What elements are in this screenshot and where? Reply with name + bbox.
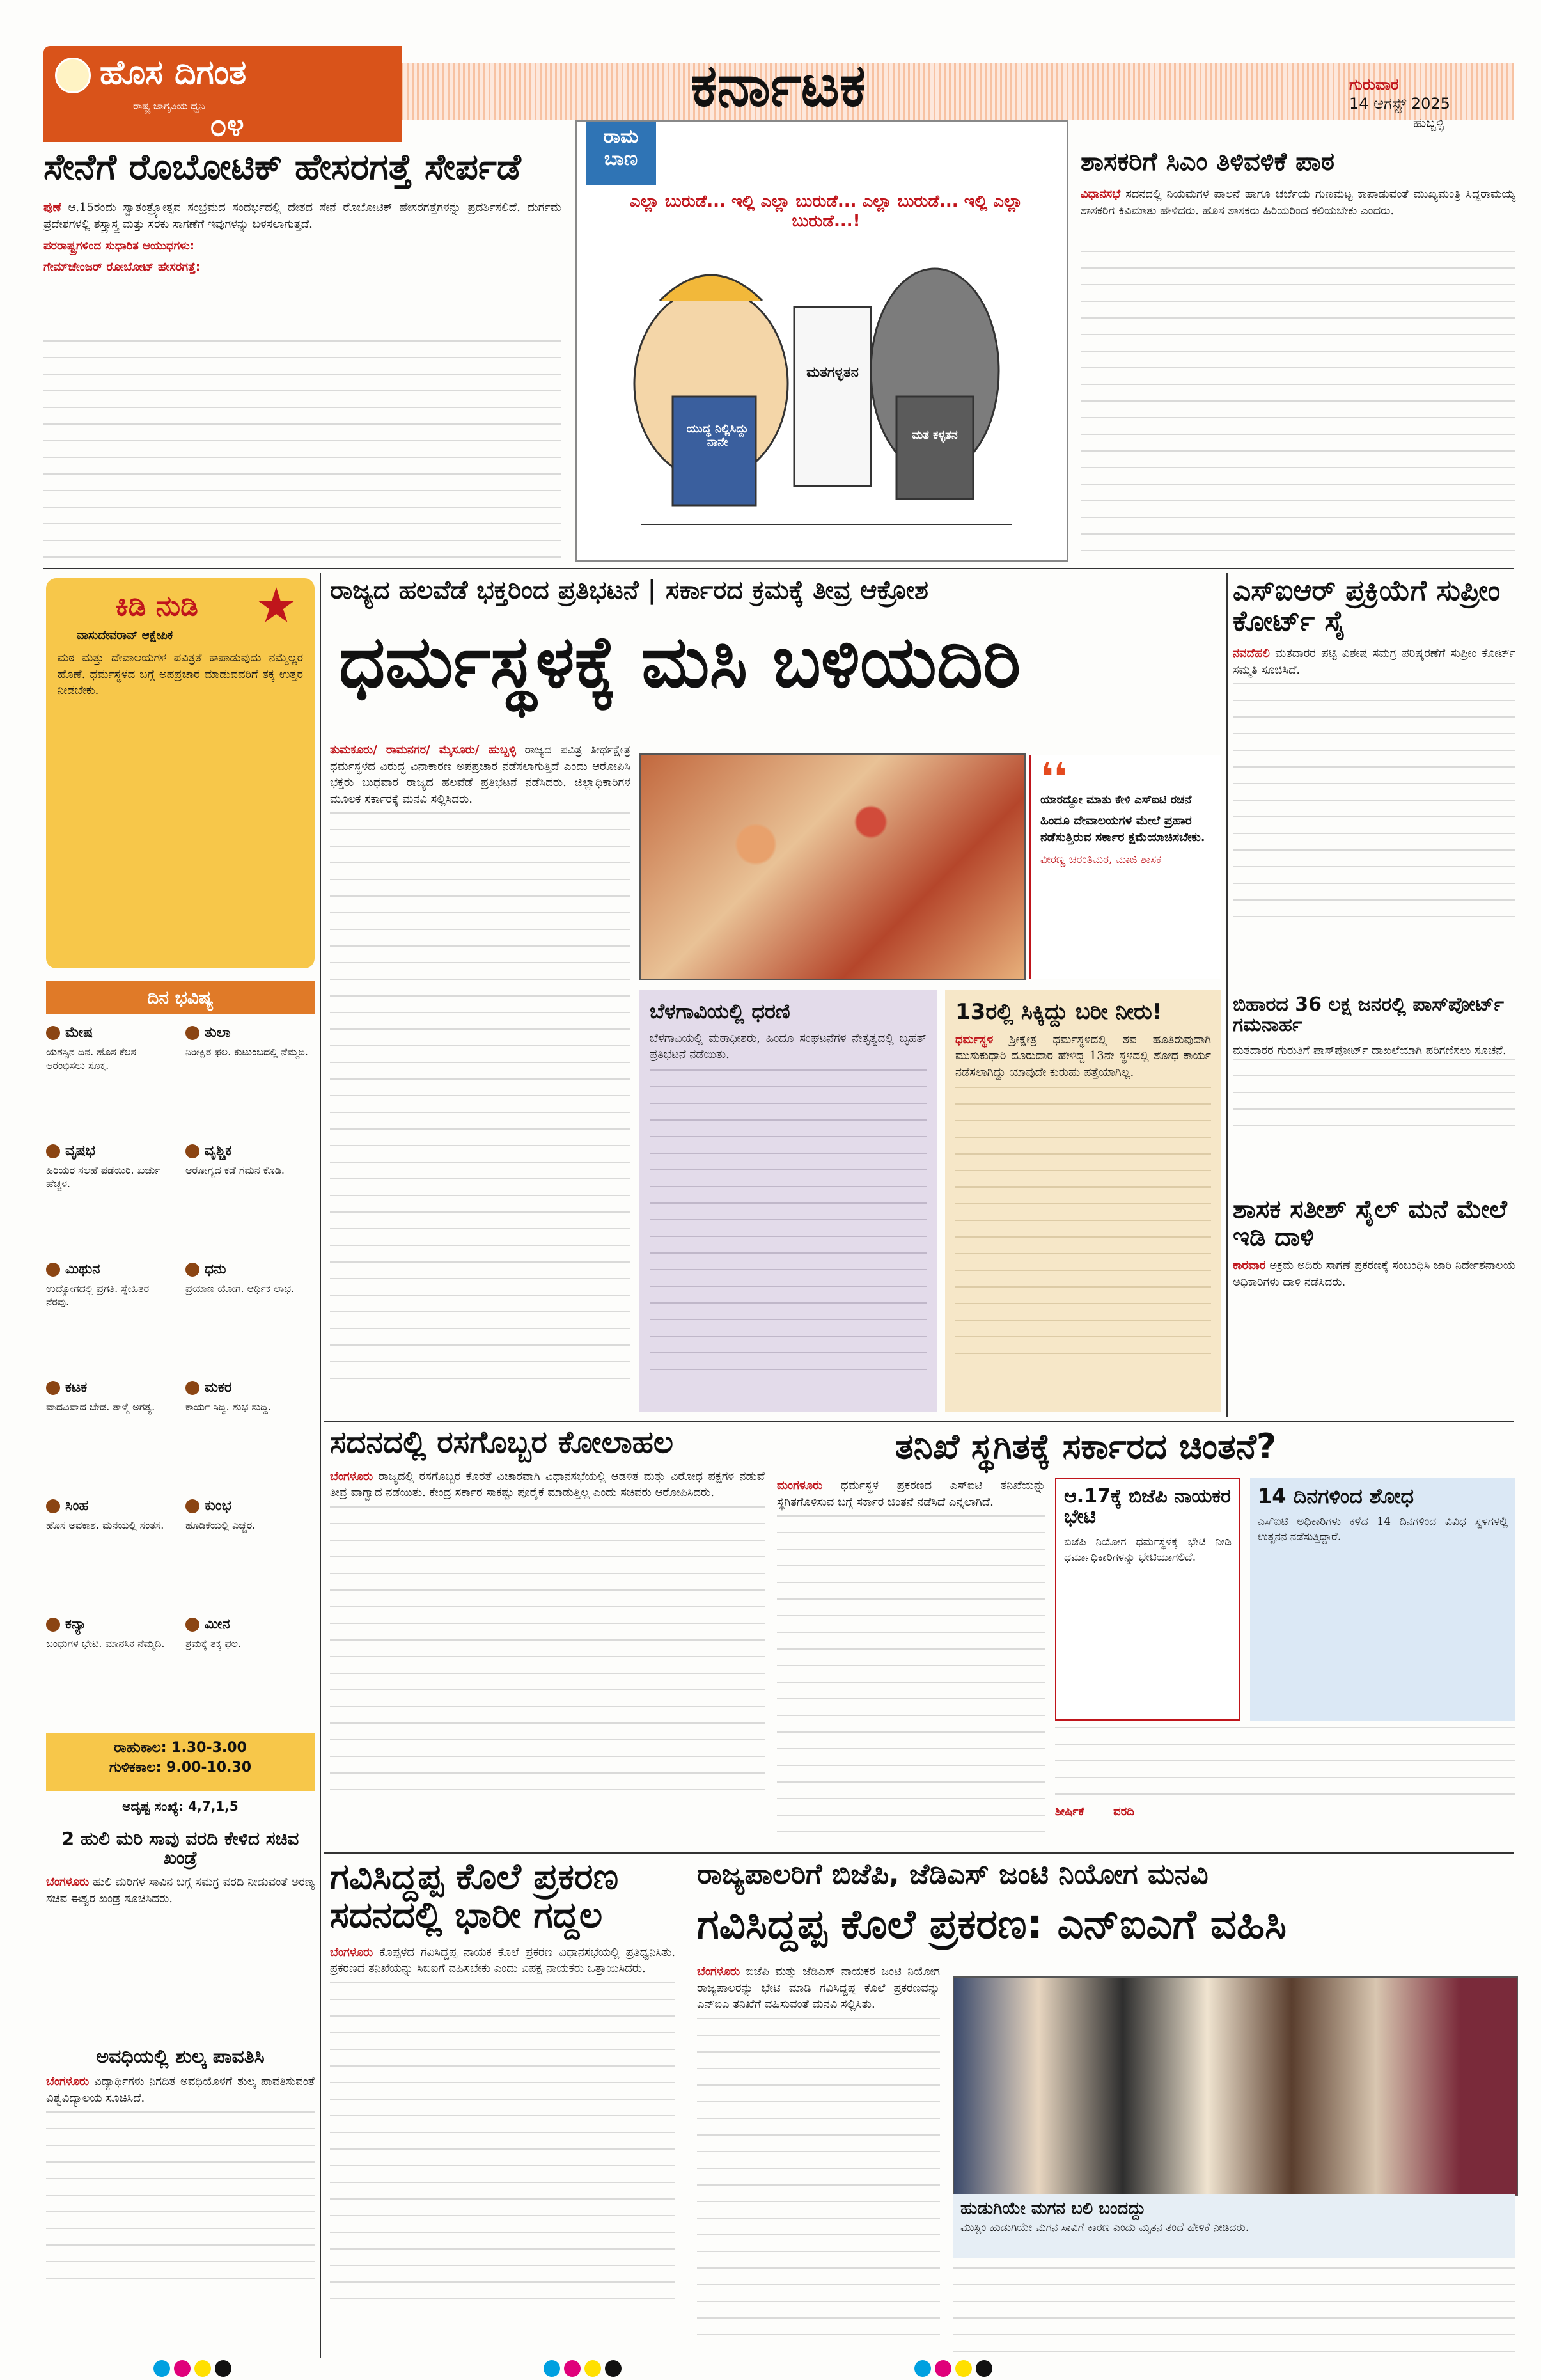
horoscope-grid xyxy=(46,1023,315,1733)
tula-icon xyxy=(185,1026,199,1040)
story-cm-body xyxy=(1081,186,1515,219)
tanike-continuation-filler xyxy=(1055,1727,1515,1804)
governor-headline: ಗವಿಸಿದ್ದಪ್ಪ ಕೊಲೆ ಪ್ರಕರಣ: ಎನ್‌ಐಎಗೆ ವಹಿಸಿ xyxy=(697,1901,1287,1948)
tanike-headline: ತನಿಖೆ ಸ್ಥಗಿತಕ್ಕೆ ಸರ್ಕಾರದ ಚಿಂತನೆ? xyxy=(895,1426,1277,1467)
story-sail xyxy=(1233,1196,1515,1414)
governor-filler-bottom xyxy=(953,2267,1515,2357)
governor-photo-caption-box xyxy=(953,2194,1515,2258)
shodha-box xyxy=(1250,1478,1515,1721)
rule-left xyxy=(320,573,321,2358)
mithuna-icon xyxy=(46,1263,60,1277)
rashi-simha: ಸಿಂಹ ಹೊಸ ಅವಕಾಶ. ಮನೆಯಲ್ಲಿ ಸಂತಸ. xyxy=(46,1498,164,1531)
rule-right xyxy=(1226,573,1228,1417)
cartoon-tag-line2: ಬಾಣ xyxy=(604,148,638,170)
reg-swatch-cyan-3 xyxy=(914,2360,931,2377)
gavisiddappa-filler xyxy=(330,1982,675,2302)
reg-swatch-yellow-1 xyxy=(194,2360,211,2377)
shodha-body: ಎಸ್‌ಐಟಿ ಅಧಿಕಾರಿಗಳು ಕಳೆದ 14 ದಿನಗಳಿಂದ ವಿವಿಧ ಸ್ಥಳಗಳಲ್ಲಿ ಉತ್ಖನನ ನಡೆಸುತ್ತಿದ್ದಾರೆ. xyxy=(1258,1515,1508,1543)
masthead-logo xyxy=(43,46,402,142)
belagavi-body: ಬೆಳಗಾವಿಯಲ್ಲಿ ಮಠಾಧೀಶರು, ಹಿಂದೂ ಸಂಘಟನೆಗಳ ನೇತೃತ್ವದಲ್ಲಿ ಬೃಹತ್ ಪ್ರತಿಭಟನೆ ನಡೆಯಿತು. xyxy=(650,1031,927,1062)
logo-text: ಹೊಸ ದಿಗಂತ xyxy=(100,54,247,92)
rashi-meena: ಮೀನ ಶ್ರಮಕ್ಕೆ ತಕ್ಕ ಫಲ. xyxy=(185,1616,242,1650)
rahu-kala: ರಾಹುಕಾಲ: 1.30-3.00 xyxy=(114,1740,247,1756)
masthead-day: ಗುರುವಾರ xyxy=(1349,75,1399,93)
rasagobbar-headline: ಸದನದಲ್ಲಿ ರಸಗೊಬ್ಬರ ಕೋಲಾಹಲ xyxy=(330,1424,674,1460)
belagavi-filler xyxy=(650,1069,927,1376)
rasagobbar-filler xyxy=(330,1506,765,1794)
reg-swatch-black-2 xyxy=(605,2360,622,2377)
lead-text: ರಾಜ್ಯದ ಪವಿತ್ರ ತೀರ್ಥಕ್ಷೇತ್ರ ಧರ್ಮಸ್ಥಳದ ವಿರುದ್ಧ ವಿನಾಕಾರಣ ಅಪಪ್ರಚಾರ ನಡೆಸಲಾಗುತ್ತಿದೆ ಎಂದು ಆರೋಪಿಸಿ ಭಕ್ತರು ಬುಧವಾರ ರಾಜ್ಯದ ಹಲವೆಡೆ ಪ್ರತಿಭಟನೆ ನಡೆಸಿದರು. ಜಿಲ್ಲಾಧಿಕಾರಿಗಳ ಮೂಲಕ ಸರ್ಕಾರಕ್ಕೆ ಮನವಿ ಸಲ್ಲಿಸಿದರು. xyxy=(330,743,630,806)
rashi-mesha: ಮೇಷ ಯಶಸ್ಸಿನ ದಿನ. ಹೊಸ ಕೆಲಸ ಆರಂಭಿಸಲು ಸೂಕ್ತ. xyxy=(46,1025,137,1072)
sir-dateline: ನವದೆಹಲಿ xyxy=(1233,647,1270,661)
story-cm-text: ಸದನದಲ್ಲಿ ನಿಯಮಗಳ ಪಾಲನೆ ಹಾಗೂ ಚರ್ಚೆಯ ಗುಣಮಟ್ಟ ಕಾಪಾಡುವಂತೆ ಮುಖ್ಯಮಂತ್ರಿ ಸಿದ್ದರಾಮಯ್ಯ ಶಾಸಕರಿಗೆ ಕಿವಿಮಾತು ಹೇಳಿದರು. ಹೊಸ ಶಾಸಕರು ಹಿರಿಯರಿಂದ ಕಲಿಯಬೇಕು ಎಂದರು. xyxy=(1081,187,1515,217)
belagavi-headline: ಬೆಳಗಾವಿಯಲ್ಲಿ ಧರಣಿ xyxy=(650,999,790,1023)
page-number: ೦೪ xyxy=(210,107,244,143)
vrishchika-icon xyxy=(185,1144,199,1158)
divider-lower xyxy=(324,1852,1514,1854)
strip-label-b: ವರದಿ xyxy=(1113,1805,1134,1818)
sail-text: ಅಕ್ರಮ ಅದಿರು ಸಾಗಣೆ ಪ್ರಕರಣಕ್ಕೆ ಸಂಬಂಧಿಸಿ ಜಾರಿ ನಿರ್ದೇಶನಾಲಯ ಅಧಿಕಾರಿಗಳು ದಾಳಿ ನಡೆಸಿದರು. xyxy=(1233,1259,1515,1289)
tiger-headline: 2 ಹುಲಿ ಮರಿ ಸಾವು ವರದಿ ಕೇಳಿದ ಸಚಿವ ಖಂಡ್ರೆ xyxy=(61,1828,299,1869)
logo-tagline: ರಾಷ್ಟ್ರ ಜಾಗೃತಿಯ ಧ್ವನಿ xyxy=(133,100,205,112)
reg-swatch-magenta-1 xyxy=(174,2360,191,2377)
cartoon-panel xyxy=(575,120,1068,562)
bihar-headline: ಬಿಹಾರದ 36 ಲಕ್ಷ ಜನರಲ್ಲಿ ಪಾಸ್‌ಪೋರ್ಟ್ ಗಮನಾರ್ಹ xyxy=(1233,993,1504,1037)
kidi-author: ವಾಸುದೇವರಾವ್ ಆಕ್ಷೇಪಿಕ xyxy=(77,629,173,642)
meena-icon xyxy=(185,1618,199,1632)
story-cm xyxy=(1081,148,1515,563)
governor-text: ಬಿಜೆಪಿ ಮತ್ತು ಜೆಡಿಎಸ್ ನಾಯಕರ ಜಂಟಿ ನಿಯೋಗ ರಾಜ್ಯಪಾಲರನ್ನು ಭೇಟಿ ಮಾಡಿ ಗವಿಸಿದ್ದಪ್ಪ ಕೊಲೆ ಪ್ರಕರಣವನ್ನು ಎನ್‌ಐಎ ತನಿಖೆಗೆ ವಹಿಸುವಂತೆ ಮನವಿ ಸಲ್ಲಿಸಿತು. xyxy=(697,1965,940,2012)
governor-caption-title: ಹುಡುಗಿಯೇ ಮಗನ ಬಲಿ ಬಂದದ್ದು xyxy=(960,2199,1146,2218)
lead-body-col1 xyxy=(330,742,630,1414)
mesha-icon xyxy=(46,1026,60,1040)
masthead-edition: ಹುಬ್ಬಳ್ಳಿ xyxy=(1413,115,1444,130)
story-robot-filler xyxy=(43,340,561,558)
story-robot-body xyxy=(43,200,561,280)
story-gavisiddappa xyxy=(330,1858,675,2363)
reg-swatch-black-3 xyxy=(976,2360,992,2377)
governor-photo xyxy=(953,1976,1518,2196)
sail-headline: ಶಾಸಕ ಸತೀಶ್ ಸೈಲ್ ಮನೆ ಮೇಲೆ ಇಡಿ ದಾಳಿ xyxy=(1233,1195,1507,1252)
divider-top xyxy=(43,568,1514,569)
bihar-body: ಮತದಾರರ ಗುರುತಿಗೆ ಪಾಸ್‌ಪೋರ್ಟ್ ದಾಖಲೆಯಾಗಿ ಪರಿಗಣಿಸಲು ಸೂಚನೆ. xyxy=(1233,1043,1506,1057)
cartoon-label-right: ಮತ ಕಳ್ಳತನ xyxy=(912,429,958,442)
reg-swatch-magenta-3 xyxy=(935,2360,951,2377)
reg-swatch-black-1 xyxy=(215,2360,231,2377)
lead-photo-crowd xyxy=(639,753,1026,980)
gavisiddappa-headline: ಗವಿಸಿದ್ದಪ್ಪ ಕೊಲೆ ಪ್ರಕರಣ ಸದನದಲ್ಲಿ ಭಾರೀ ಗದ್ದಲ xyxy=(330,1856,619,1937)
bjp-box xyxy=(1055,1478,1240,1721)
reg-swatch-magenta-2 xyxy=(564,2360,581,2377)
story-sir xyxy=(1233,576,1515,985)
tanike-body xyxy=(777,1478,1045,1848)
sail-dateline: ಕಾರವಾರ xyxy=(1233,1259,1266,1273)
reg-swatch-cyan-2 xyxy=(544,2360,560,2377)
bjp-box-headline: ಆ.17ಕ್ಕೆ ಬಿಜೆಪಿ ನಾಯಕರ ಭೇಟಿ xyxy=(1064,1485,1231,1529)
story-robot-dateline: ಪುಣೆ xyxy=(43,201,61,215)
gavisiddappa-body xyxy=(330,1944,675,1977)
dhanu-icon xyxy=(185,1263,199,1277)
kumbha-icon xyxy=(185,1499,199,1513)
sir-headline: ಎಸ್‌ಐಆರ್ ಪ್ರಕ್ರಿಯೆಗೆ ಸುಪ್ರೀಂ ಕೋರ್ಟ್ ಸೈ xyxy=(1233,574,1501,638)
governor-filler xyxy=(697,2018,940,2338)
sir-filler xyxy=(1233,683,1515,926)
lead-body-filler xyxy=(330,812,630,1388)
sir-body xyxy=(1233,645,1515,678)
rasagobbar-text: ರಾಜ್ಯದಲ್ಲಿ ರಸಗೊಬ್ಬರ ಕೊರತೆ ವಿಚಾರವಾಗಿ ವಿಧಾನಸಭೆಯಲ್ಲಿ ಆಡಳಿತ ಮತ್ತು ವಿರೋಧ ಪಕ್ಷಗಳ ನಡುವೆ ತೀವ್ರ ವಾಗ್ವಾದ ನಡೆಯಿತು. ಕೇಂದ್ರ ಸರ್ಕಾರ ಸಾಕಷ್ಟು ಪೂರೈಕೆ ಮಾಡುತ್ತಿಲ್ಲ ಎಂದು ಸಚಿವರು ಆರೋಪಿಸಿದರು. xyxy=(330,1469,765,1500)
reg-swatch-yellow-3 xyxy=(955,2360,972,2377)
story-robot-subhead-2: ಗೇಮ್‌ಚೇಂಜರ್ ರೋಬೋಟ್ ಹೇಸರಗತ್ತೆ: xyxy=(43,260,201,274)
fee-dateline: ಬೆಂಗಳೂರು xyxy=(46,2075,90,2089)
sail-body xyxy=(1233,1257,1515,1290)
story-robot-text: ಆ.15ರಂದು ಸ್ವಾತಂತ್ರ್ಯೋತ್ಸವ ಸಂಭ್ರಮದ ಸಂದರ್ಭದಲ್ಲಿ ದೇಶದ ಸೇನೆ ರೊಬೋಟಿಕ್ ಹೇಸರಗತ್ತೆಗಳನ್ನು ಪ್ರದರ್ಶಿಸಲಿದೆ. ದುರ್ಗಮ ಪ್ರದೇಶಗಳಲ್ಲಿ ಶಸ್ತ್ರಾಸ್ತ್ರ ಮತ್ತು ಸರಕು ಸಾಗಣೆಗೆ ಇವುಗಳನ್ನು ಬಳಸಲಾಗುತ್ತದೆ. xyxy=(43,201,561,232)
governor-kicker: ರಾಜ್ಯಪಾಲರಿಗೆ ಬಿಜೆಪಿ, ಜೆಡಿಎಸ್ ಜಂಟಿ ನಿಯೋಗ ಮನವಿ xyxy=(697,1858,1209,1891)
cartoon-tag-line1: ರಾಮ xyxy=(603,125,639,148)
story-robot-subhead-1: ಪರರಾಷ್ಟ್ರಗಳಿಂದ ಸುಧಾರಿತ ಆಯುಧಗಳು: xyxy=(43,239,194,253)
kidi-box xyxy=(46,578,315,968)
masthead-band xyxy=(402,63,1514,120)
story-bihar xyxy=(1233,995,1515,1186)
divider-mid xyxy=(324,1421,1514,1422)
belagavi-box xyxy=(639,990,937,1412)
spot13-filler xyxy=(955,1087,1211,1355)
kidi-title: ಕಿಡಿ ನುಡಿ xyxy=(115,590,198,622)
cartoon-illustration xyxy=(602,224,1044,550)
reg-swatch-cyan-1 xyxy=(153,2360,170,2377)
rashi-kanya: ಕನ್ಯಾ ಬಂಧುಗಳ ಭೇಟಿ. ಮಾನಸಿಕ ನೆಮ್ಮದಿ. xyxy=(46,1616,165,1650)
horoscope-timings xyxy=(46,1733,315,1791)
guli-kala: ಗುಳಿಕಕಾಲ: 9.00-10.30 xyxy=(109,1760,252,1776)
horoscope-header: ದಿನ ಭವಿಷ್ಯ xyxy=(46,981,315,1014)
gavisiddappa-text: ಕೊಪ್ಪಳದ ಗವಿಸಿದ್ದಪ್ಪ ನಾಯಕ ಕೊಲೆ ಪ್ರಕರಣ ವಿಧಾನಸಭೆಯಲ್ಲಿ ಪ್ರತಿಧ್ವನಿಸಿತು. ಪ್ರಕರಣದ ತನಿಖೆಯನ್ನು ಸಿಬಿಐಗೆ ವಹಿಸಬೇಕು ಎಂದು ವಿಪಕ್ಷ ನಾಯಕರು ಒತ್ತಾಯಿಸಿದರು. xyxy=(330,1945,675,1976)
cartoon-label-center: ಮತಗಳ್ಳತನ xyxy=(806,365,859,381)
spot13-headline: 13ರಲ್ಲಿ ಸಿಕ್ಕಿದ್ದು ಬರೀ ನೀರು! xyxy=(955,999,1162,1025)
kataka-icon xyxy=(46,1381,60,1395)
kidi-body: ಮಠ ಮತ್ತು ದೇವಾಲಯಗಳ ಪವಿತ್ರತೆ ಕಾಪಾಡುವುದು ನಮ್ಮೆಲ್ಲರ ಹೊಣೆ. ಧರ್ಮಸ್ಥಳದ ಬಗ್ಗೆ ಅಪಪ್ರಚಾರ ಮಾಡುವವರಿಗೆ ತಕ್ಕ ಉತ್ತರ ನೀಡಬೇಕು. xyxy=(58,651,303,698)
bjp-box-body: ಬಿಜೆಪಿ ನಿಯೋಗ ಧರ್ಮಸ್ಥಳಕ್ಕೆ ಭೇಟಿ ನೀಡಿ ಧರ್ಮಾಧಿಕಾರಿಗಳನ್ನು ಭೇಟಿಯಾಗಲಿದೆ. xyxy=(1064,1535,1232,1564)
rashi-vrishchika: ವೃಶ್ಚಿಕ ಆರೋಗ್ಯದ ಕಡೆ ಗಮನ ಕೊಡಿ. xyxy=(185,1143,285,1176)
lead-quote-box xyxy=(1029,755,1221,979)
rasagobbar-dateline: ಬೆಂಗಳೂರು xyxy=(330,1469,373,1483)
tanike-continuation xyxy=(1055,1727,1515,1848)
fee-body xyxy=(46,2074,315,2106)
tanike-filler xyxy=(777,1515,1045,1835)
spot13-box xyxy=(945,990,1221,1412)
fee-text: ವಿದ್ಯಾರ್ಥಿಗಳು ನಿಗದಿತ ಅವಧಿಯೊಳಗೆ ಶುಲ್ಕ ಪಾವತಿಸುವಂತೆ ವಿಶ್ವವಿದ್ಯಾಲಯ ಸೂಚಿಸಿದೆ. xyxy=(46,2075,315,2105)
simha-icon xyxy=(46,1499,60,1513)
rashi-mithuna: ಮಿಥುನ ಉದ್ಯೋಗದಲ್ಲಿ ಪ್ರಗತಿ. ಸ್ನೇಹಿತರ ನೆರವು. xyxy=(46,1261,150,1309)
sir-text: ಮತದಾರರ ಪಟ್ಟಿ ವಿಶೇಷ ಸಮಗ್ರ ಪರಿಷ್ಕರಣೆಗೆ ಸುಪ್ರೀಂ ಕೋರ್ಟ್ ಸಮ್ಮತಿ ಸೂಚಿಸಿದೆ. xyxy=(1233,647,1515,677)
governor-caption-text: ಮುಸ್ಲಿಂ ಹುಡುಗಿಯೇ ಮಗನ ಸಾವಿಗೆ ಕಾರಣ ಎಂದು ಮೃತನ ತಂದೆ ಹೇಳಿಕೆ ನೀಡಿದರು. xyxy=(960,2221,1249,2234)
lucky-number: ಅದೃಷ್ಟ ಸಂಖ್ಯೆ: 4,7,1,5 xyxy=(122,1799,239,1814)
makara-icon xyxy=(185,1381,199,1395)
story-robot xyxy=(43,148,561,563)
rasagobbar-body xyxy=(330,1469,765,1501)
quote-label: ಯಾರದ್ದೋ ಮಾತು ಕೇಳಿ ಎಸ್‌ಐಟಿ ರಚನೆ xyxy=(1040,793,1192,807)
lead-dateline: ತುಮಕೂರು/ ರಾಮನಗರ/ ಮೈಸೂರು/ ಹುಬ್ಬಳ್ಳಿ xyxy=(330,743,516,757)
story-cm-filler xyxy=(1081,251,1515,558)
spot13-body xyxy=(955,1032,1211,1081)
story-tiger xyxy=(46,1829,315,2040)
gavisiddappa-dateline: ಬೆಂಗಳೂರು xyxy=(330,1945,373,1959)
rashi-kumbha: ಕುಂಭ ಹೂಡಿಕೆಯಲ್ಲಿ ಎಚ್ಚರ. xyxy=(185,1498,256,1531)
tiger-dateline: ಬೆಂಗಳೂರು xyxy=(46,1875,90,1889)
rashi-kataka: ಕಟಕ ವಾದವಿವಾದ ಬೇಡ. ತಾಳ್ಮೆ ಅಗತ್ಯ. xyxy=(46,1380,155,1413)
story-fee xyxy=(46,2047,315,2354)
cartoon-caption: ಎಲ್ಲಾ ಬುರುಡೆ... ಇಲ್ಲಿ ಎಲ್ಲಾ ಬುರುಡೆ... ಎಲ್ಲಾ ಬುರುಡೆ... ಇಲ್ಲಿ ಎಲ್ಲಾ ಬುರುಡೆ...! xyxy=(629,192,1023,231)
masthead-date: 14 ಆಗಸ್ಟ್ 2025 xyxy=(1349,95,1450,113)
cartoon-tag xyxy=(586,122,656,185)
story-cm-dateline: ವಿಧಾನಸಭೆ xyxy=(1081,187,1121,201)
section-title: ಕರ್ನಾಟಕ xyxy=(691,51,866,120)
vrishabha-icon xyxy=(46,1144,60,1158)
reg-swatch-yellow-2 xyxy=(584,2360,601,2377)
spot13-text: ಶ್ರೀಕ್ಷೇತ್ರ ಧರ್ಮಸ್ಥಳದಲ್ಲಿ ಶವ ಹೂತಿರುವುದಾಗಿ ಮುಸುಕುಧಾರಿ ದೂರುದಾರ ಹೇಳಿದ್ದ 13ನೇ ಸ್ಥಳದಲ್ಲಿ ಶೋಧ ಕಾರ್ಯ ನಡೆಸಲಾಗಿದ್ದು ಯಾವುದೇ ಕುರುಹು ಪತ್ತೆಯಾಗಿಲ್ಲ. xyxy=(955,1032,1211,1079)
governor-dateline: ಬೆಂಗಳೂರು xyxy=(697,1965,740,1978)
shodha-headline: 14 ದಿನಗಳಿಂದ ಶೋಧ xyxy=(1258,1484,1414,1508)
quote-text: ಹಿಂದೂ ದೇವಾಲಯಗಳ ಮೇಲೆ ಪ್ರಹಾರ ನಡೆಸುತ್ತಿರುವ ಸರ್ಕಾರ ಕ್ಷಮೆಯಾಚಿಸಬೇಕು. xyxy=(1040,814,1205,844)
spot13-dateline: ಧರ್ಮಸ್ಥಳ xyxy=(955,1032,994,1046)
rashi-vrishabha: ವೃಷಭ ಹಿರಿಯರ ಸಲಹೆ ಪಡೆಯಿರಿ. ಖರ್ಚು ಹೆಚ್ಚಳ. xyxy=(46,1143,160,1190)
story-robot-headline: ಸೇನೆಗೆ ರೊಬೋಟಿಕ್ ಹೇಸರಗತ್ತೆ ಸೇರ್ಪಡೆ xyxy=(43,146,521,188)
rashi-tula: ತುಲಾ ನಿರೀಕ್ಷಿತ ಫಲ. ಕುಟುಂಬದಲ್ಲಿ ನೆಮ್ಮದಿ. xyxy=(185,1025,308,1058)
tiger-body xyxy=(46,1874,315,1907)
rashi-dhanu: ಧನು ಪ್ರಯಾಣ ಯೋಗ. ಆರ್ಥಿಕ ಲಾಭ. xyxy=(185,1261,295,1295)
bihar-filler xyxy=(1233,1059,1515,1142)
lead-headline: ಧರ್ಮಸ್ಥಳಕ್ಕೆ ಮಸಿ ಬಳಿಯದಿರಿ xyxy=(339,620,1021,704)
tanike-dateline: ಮಂಗಳೂರು xyxy=(777,1479,823,1492)
rashi-makara: ಮಕರ ಕಾರ್ಯ ಸಿದ್ಧಿ. ಶುಭ ಸುದ್ದಿ. xyxy=(185,1380,271,1413)
tiger-text: ಹುಲಿ ಮರಿಗಳ ಸಾವಿನ ಬಗ್ಗೆ ಸಮಗ್ರ ವರದಿ ನೀಡುವಂತೆ ಅರಣ್ಯ ಸಚಿವ ಈಶ್ವರ ಖಂಡ್ರೆ ಸೂಚಿಸಿದರು. xyxy=(46,1875,315,1906)
governor-body xyxy=(697,1964,940,2360)
strip-label-a: ಶೀರ್ಷಿಕೆ xyxy=(1055,1805,1084,1818)
story-cm-headline: ಶಾಸಕರಿಗೆ ಸಿಎಂ ತಿಳಿವಳಿಕೆ ಪಾಠ xyxy=(1081,147,1335,177)
logo-emblem-icon xyxy=(55,58,91,93)
fee-filler xyxy=(46,2111,315,2290)
kanya-icon xyxy=(46,1618,60,1632)
tanike-text: ಧರ್ಮಸ್ಥಳ ಪ್ರಕರಣದ ಎಸ್‌ಐಟಿ ತನಿಖೆಯನ್ನು ಸ್ಥಗಿತಗೊಳಿಸುವ ಬಗ್ಗೆ ಸರ್ಕಾರ ಚಿಂತನೆ ನಡೆಸಿದೆ ಎನ್ನಲಾಗಿದೆ. xyxy=(777,1479,1045,1509)
lead-kicker: ರಾಜ್ಯದ ಹಲವೆಡೆ ಭಕ್ತರಿಂದ ಪ್ರತಿಭಟನೆ | ಸರ್ಕಾರದ ಕ್ರಮಕ್ಕೆ ತೀವ್ರ ಆಕ್ರೋಶ xyxy=(330,576,928,605)
cartoon-label-left: ಯುದ್ಧ ನಿಲ್ಲಿಸಿದ್ದು ನಾನೇ xyxy=(686,422,749,449)
quote-author: ವೀರಣ್ಣ ಚರಂತಿಮಠ, ಮಾಜಿ ಶಾಸಕ xyxy=(1040,853,1161,867)
fee-headline: ಅವಧಿಯಲ್ಲಿ ಶುಲ್ಕ ಪಾವತಿಸಿ xyxy=(96,2045,265,2068)
quote-icon: ❛❛ xyxy=(1040,755,1067,800)
story-rasagobbar xyxy=(330,1426,765,1848)
